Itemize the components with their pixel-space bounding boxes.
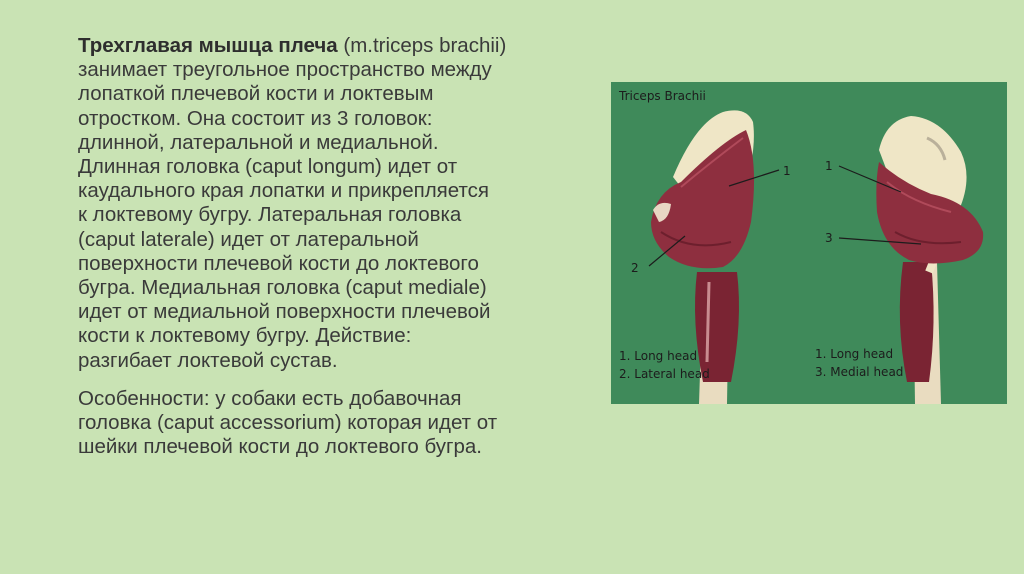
right-specimen — [815, 116, 983, 404]
right-label-3: 3 — [825, 231, 833, 245]
triceps-illustration — [611, 82, 1007, 404]
left-label-1: 1 — [783, 164, 791, 178]
text-line: длинной, латеральной и медиальной. — [78, 130, 439, 154]
left-legend-2: 2. Lateral head — [619, 367, 710, 381]
text-line: головка (caput accessorium) которая идет от — [78, 411, 498, 435]
right-legend-2: 3. Medial head — [815, 365, 904, 379]
text-line: (caput laterale) идет от латеральной — [78, 227, 419, 251]
text-line: поверхности плечевой кости до локтевого — [78, 251, 479, 275]
paragraph-features — [78, 387, 603, 460]
text-line: бугра. Медиальная головка (caput mediale) — [78, 276, 487, 300]
text-line: отростком. Она состоит из 3 головок: — [78, 106, 433, 130]
text-line: каудального края лопатки и прикрепляется — [78, 179, 489, 203]
text-line: шейки плечевой кости до локтевого бугра. — [78, 435, 482, 459]
heading-bold: Трехглавая мышца плеча — [78, 34, 338, 57]
text-line: занимает треугольное пространство между — [78, 58, 492, 82]
figure-title: Triceps Brachii — [619, 89, 706, 103]
slide-text — [78, 34, 603, 473]
text-line: Длинная головка (caput longum) идет от — [78, 155, 458, 179]
text-line: кости к локтевому бугру. Действие: — [78, 324, 412, 348]
text-line: лопаткой плечевой кости и локтевым — [78, 82, 434, 106]
text-line: к локтевому бугру. Латеральная головка — [78, 203, 462, 227]
right-label-1: 1 — [825, 159, 833, 173]
text-line: Особенности: у собаки есть добавочная — [78, 386, 462, 410]
right-legend-1: 1. Long head — [815, 347, 894, 361]
paragraph-main — [78, 34, 603, 373]
heading-latin: (m.triceps brachii) — [343, 34, 507, 57]
left-label-2: 2 — [631, 261, 639, 275]
left-legend-1: 1. Long head — [619, 349, 698, 363]
anatomy-photo — [611, 82, 1007, 404]
text-line: разгибает локтевой сустав. — [78, 348, 338, 372]
text-line: идет от медиальной поверхности плечевой — [78, 300, 491, 324]
left-specimen — [619, 110, 791, 404]
